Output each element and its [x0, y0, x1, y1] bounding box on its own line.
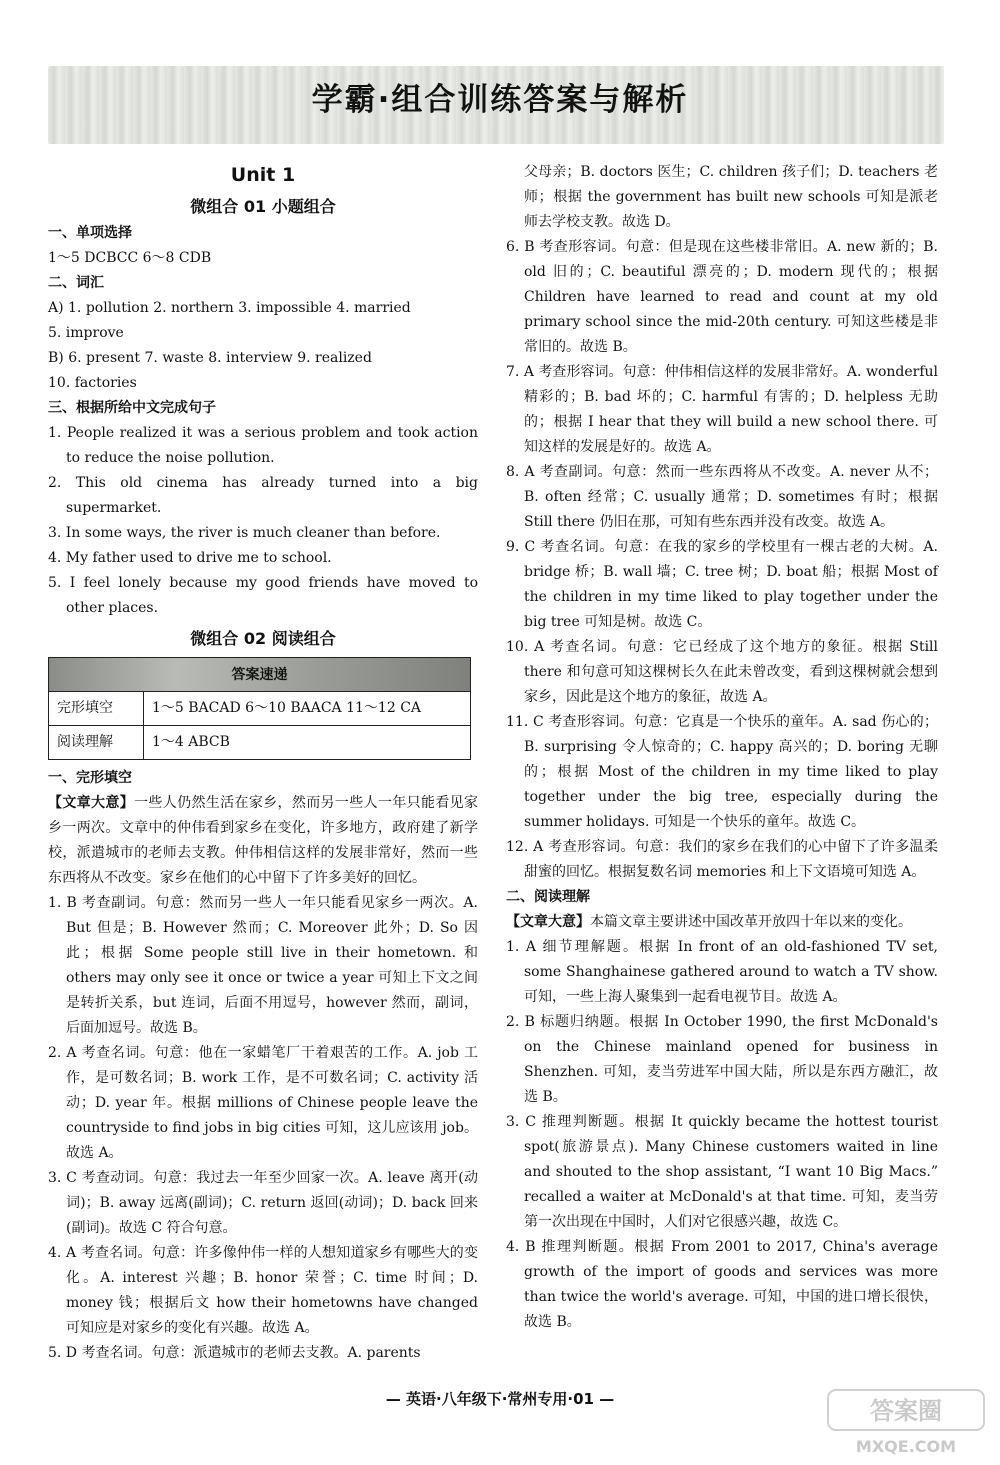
summary-label: 【文章大意】: [48, 795, 135, 811]
list-item: 1. People realized it was a serious problem and took action to reduce the noise pollution.: [48, 425, 478, 466]
table-cell-value: 1～5 BACAD 6～10 BAACA 11～12 CA: [144, 692, 471, 726]
explanation-item: 3. C 推理判断题。根据 It quickly became the hottest tourist spot(旅游景点). Many Chinese customers waited in line and shouted to the shop assistant, “I want 10 Big Macs.” recalled a waiter at McDonald's at that time. 可知，麦当劳第一次出现在中国时，人们对它很感兴趣，故选 C。: [506, 1114, 938, 1230]
table-cell-value: 1～4 ABCB: [144, 726, 471, 760]
watermark-logo: [826, 1388, 986, 1458]
explanation-item: 1. B 考查副词。句意：然而另一些人一年只能看见家乡一两次。A. But 但是；B. However 然而；C. Moreover 此外；D. So 因此；根据 Some people still live in their hometown. 和 others may only see it once or twice a year 可知上下文之间是转折关系，but 连词，后面不用逗号，however 然而，副词，后面加逗号。故选 B。: [48, 895, 478, 1036]
svg-text:MXQE.COM: MXQE.COM: [855, 1437, 957, 1456]
explanation-item: 1. A 细节理解题。根据 In front of an old-fashioned TV set, some Shanghainese gathered around to watch a TV show. 可知，一些上海人聚集到一起看电视节目。故选 A。: [506, 939, 938, 1005]
explanation-continued: 父母亲；B. doctors 医生；C. children 孩子们；D. teachers 老师；根据 the government has built new schools 可知是派老师去学校支教。故选 D。: [524, 164, 938, 230]
page-title: 学霸·组合训练答案与解析: [311, 82, 689, 118]
right-column: [506, 160, 938, 1335]
section-heading: 二、阅读理解: [506, 889, 590, 905]
explanation-item: 3. C 考查动词。句意：我过去一年至少回家一次。A. leave 离开(动词)；B. away 远离(副词)；C. return 返回(动词)；D. back 回来(副词)。故选 C 符合句意。: [48, 1170, 478, 1236]
list-item: 2. This old cinema has already turned into a big supermarket.: [48, 475, 478, 516]
answer-line: A) 1. pollution 2. northern 3. impossible 4. married: [48, 300, 411, 316]
summary-text: 本篇文章主要讲述中国改革开放四十年以来的变化。: [590, 914, 912, 930]
explanation-item: 4. B 推理判断题。根据 From 2001 to 2017, China's average growth of the import of goods and services was more than twice the world's average. 可知，中国的进口增长很快，故选 B。: [506, 1239, 938, 1330]
explanation-item: 2. A 考查名词。句意：他在一家蜡笔厂干着艰苦的工作。A. job 工作，是可数名词；B. work 工作，是不可数名词；C. activity 活动；D. year 年。根据 millions of Chinese people leave the countryside to find jobs in big cities 可知，这儿应该用 job。故选 A。: [48, 1045, 478, 1161]
combo1-title: 微组合 01 小题组合: [190, 197, 336, 216]
summary-text: 一些人仍然生活在家乡，然而另一些人一年只能看见家乡一两次。文章中的仲伟看到家乡在变化，许多地方，政府建了新学校，派遣城市的老师去支教。仲伟相信这样的发展非常好，然而一些东西将从不改变。家乡在他们的心中留下了许多美好的回忆。: [48, 795, 479, 886]
left-column: [48, 160, 478, 1366]
list-item: 4. My father used to drive me to school.: [48, 550, 332, 566]
answer-table-header: [49, 658, 471, 692]
explanation-item: 6. B 考查形容词。句意：但是现在这些楼非常旧。A. new 新的；B. old 旧的；C. beautiful 漂亮的；D. modern 现代的；根据 Children have learned to read and count at my old primary school since the mid-20th century. 可知这些楼是非常旧的。故选 B。: [506, 239, 938, 355]
explanation-item: 10. A 考查名词。句意：它已经成了这个地方的象征。根据 Still there 和句意可知这棵树长久在此未曾改变，看到这棵树就会想到家乡，因此是这个地方的象征，故选 A。: [506, 639, 938, 705]
table-cell-label: 阅读理解: [49, 726, 144, 760]
explanation-item: 11. C 考查形容词。句意：它真是一个快乐的童年。A. sad 伤心的；B. surprising 令人惊奇的；C. happy 高兴的；D. boring 无聊的；根据 Most of the children in my time liked to play together under the big tree, especially during the summer holidays. 可知是一个快乐的童年。故选 C。: [506, 714, 938, 830]
table-cell-label: 完形填空: [49, 692, 144, 726]
list-item: 5. I feel lonely because my good friends have moved to other places.: [48, 575, 478, 616]
section-heading: 二、词汇: [48, 275, 104, 291]
answer-line: 5. improve: [48, 325, 124, 341]
answer-line: 1～5 DCBCC 6～8 CDB: [48, 250, 212, 266]
list-item: 3. In some ways, the river is much cleaner than before.: [48, 525, 441, 541]
explanation-item: 12. A 考查形容词。句意：我们的家乡在我们的心中留下了许多温柔甜蜜的回忆。根据复数名词 memories 和上下文语境可知选 A。: [506, 839, 938, 880]
svg-text:答案圈: 答案圈: [870, 1397, 942, 1425]
explanation-item: 5. D 考查名词。句意：派遣城市的老师去支教。A. parents: [48, 1345, 421, 1361]
article-summary: [506, 910, 938, 935]
answer-line: 10. factories: [48, 375, 137, 391]
table-row: [49, 692, 471, 726]
combo2-title: 微组合 02 阅读组合: [190, 629, 336, 648]
page-footer: — 英语·八年级下·常州专用·01 —: [385, 1390, 615, 1408]
section-heading: 一、单项选择: [48, 225, 132, 241]
answer-line: B) 6. present 7. waste 8. interview 9. realized: [48, 350, 372, 366]
explanation-item: 8. A 考查副词。句意：然而一些东西将从不改变。A. never 从不；B. often 经常；C. usually 通常；D. sometimes 有时；根据 Still there 仍旧在那，可知有些东西并没有改变。故选 A。: [506, 464, 938, 530]
section-heading: 一、完形填空: [48, 770, 132, 786]
explanation-item: 4. A 考查名词。句意：许多像仲伟一样的人想知道家乡有哪些大的变化。A. interest 兴趣；B. honor 荣誉；C. time 时间；D. money 钱；根据后文 how their hometowns have changed 可知应是对家乡的变化有兴趣。故选 A。: [48, 1245, 478, 1336]
article-summary: [48, 791, 478, 891]
answer-table-header-label: 答案速递: [231, 666, 288, 683]
explanation-item: 2. B 标题归纳题。根据 In October 1990, the first McDonald's on the Chinese mainland opened for business in Shenzhen. 可知，麦当劳进军中国大陆，所以是东西方融汇，故选 B。: [506, 1014, 938, 1105]
table-row: [49, 726, 471, 760]
unit-title: Unit 1: [230, 164, 296, 186]
summary-label: 【文章大意】: [506, 914, 590, 930]
section-heading: 三、根据所给中文完成句子: [48, 400, 216, 416]
explanation-item: 7. A 考查形容词。句意：仲伟相信这样的发展非常好。A. wonderful 精彩的；B. bad 坏的；C. harmful 有害的；D. helpless 无助的；根据 I hear that they will build a new school there. 可知这样的发展是好的。故选 A。: [506, 364, 938, 455]
answer-table: [48, 657, 471, 760]
explanation-item: 9. C 考查名词。句意：在我的家乡的学校里有一棵古老的大树。A. bridge 桥；B. wall 墙；C. tree 树；D. boat 船；根据 Most of the children in my time liked to play together under the big tree 可知是树。故选 C。: [506, 539, 938, 630]
